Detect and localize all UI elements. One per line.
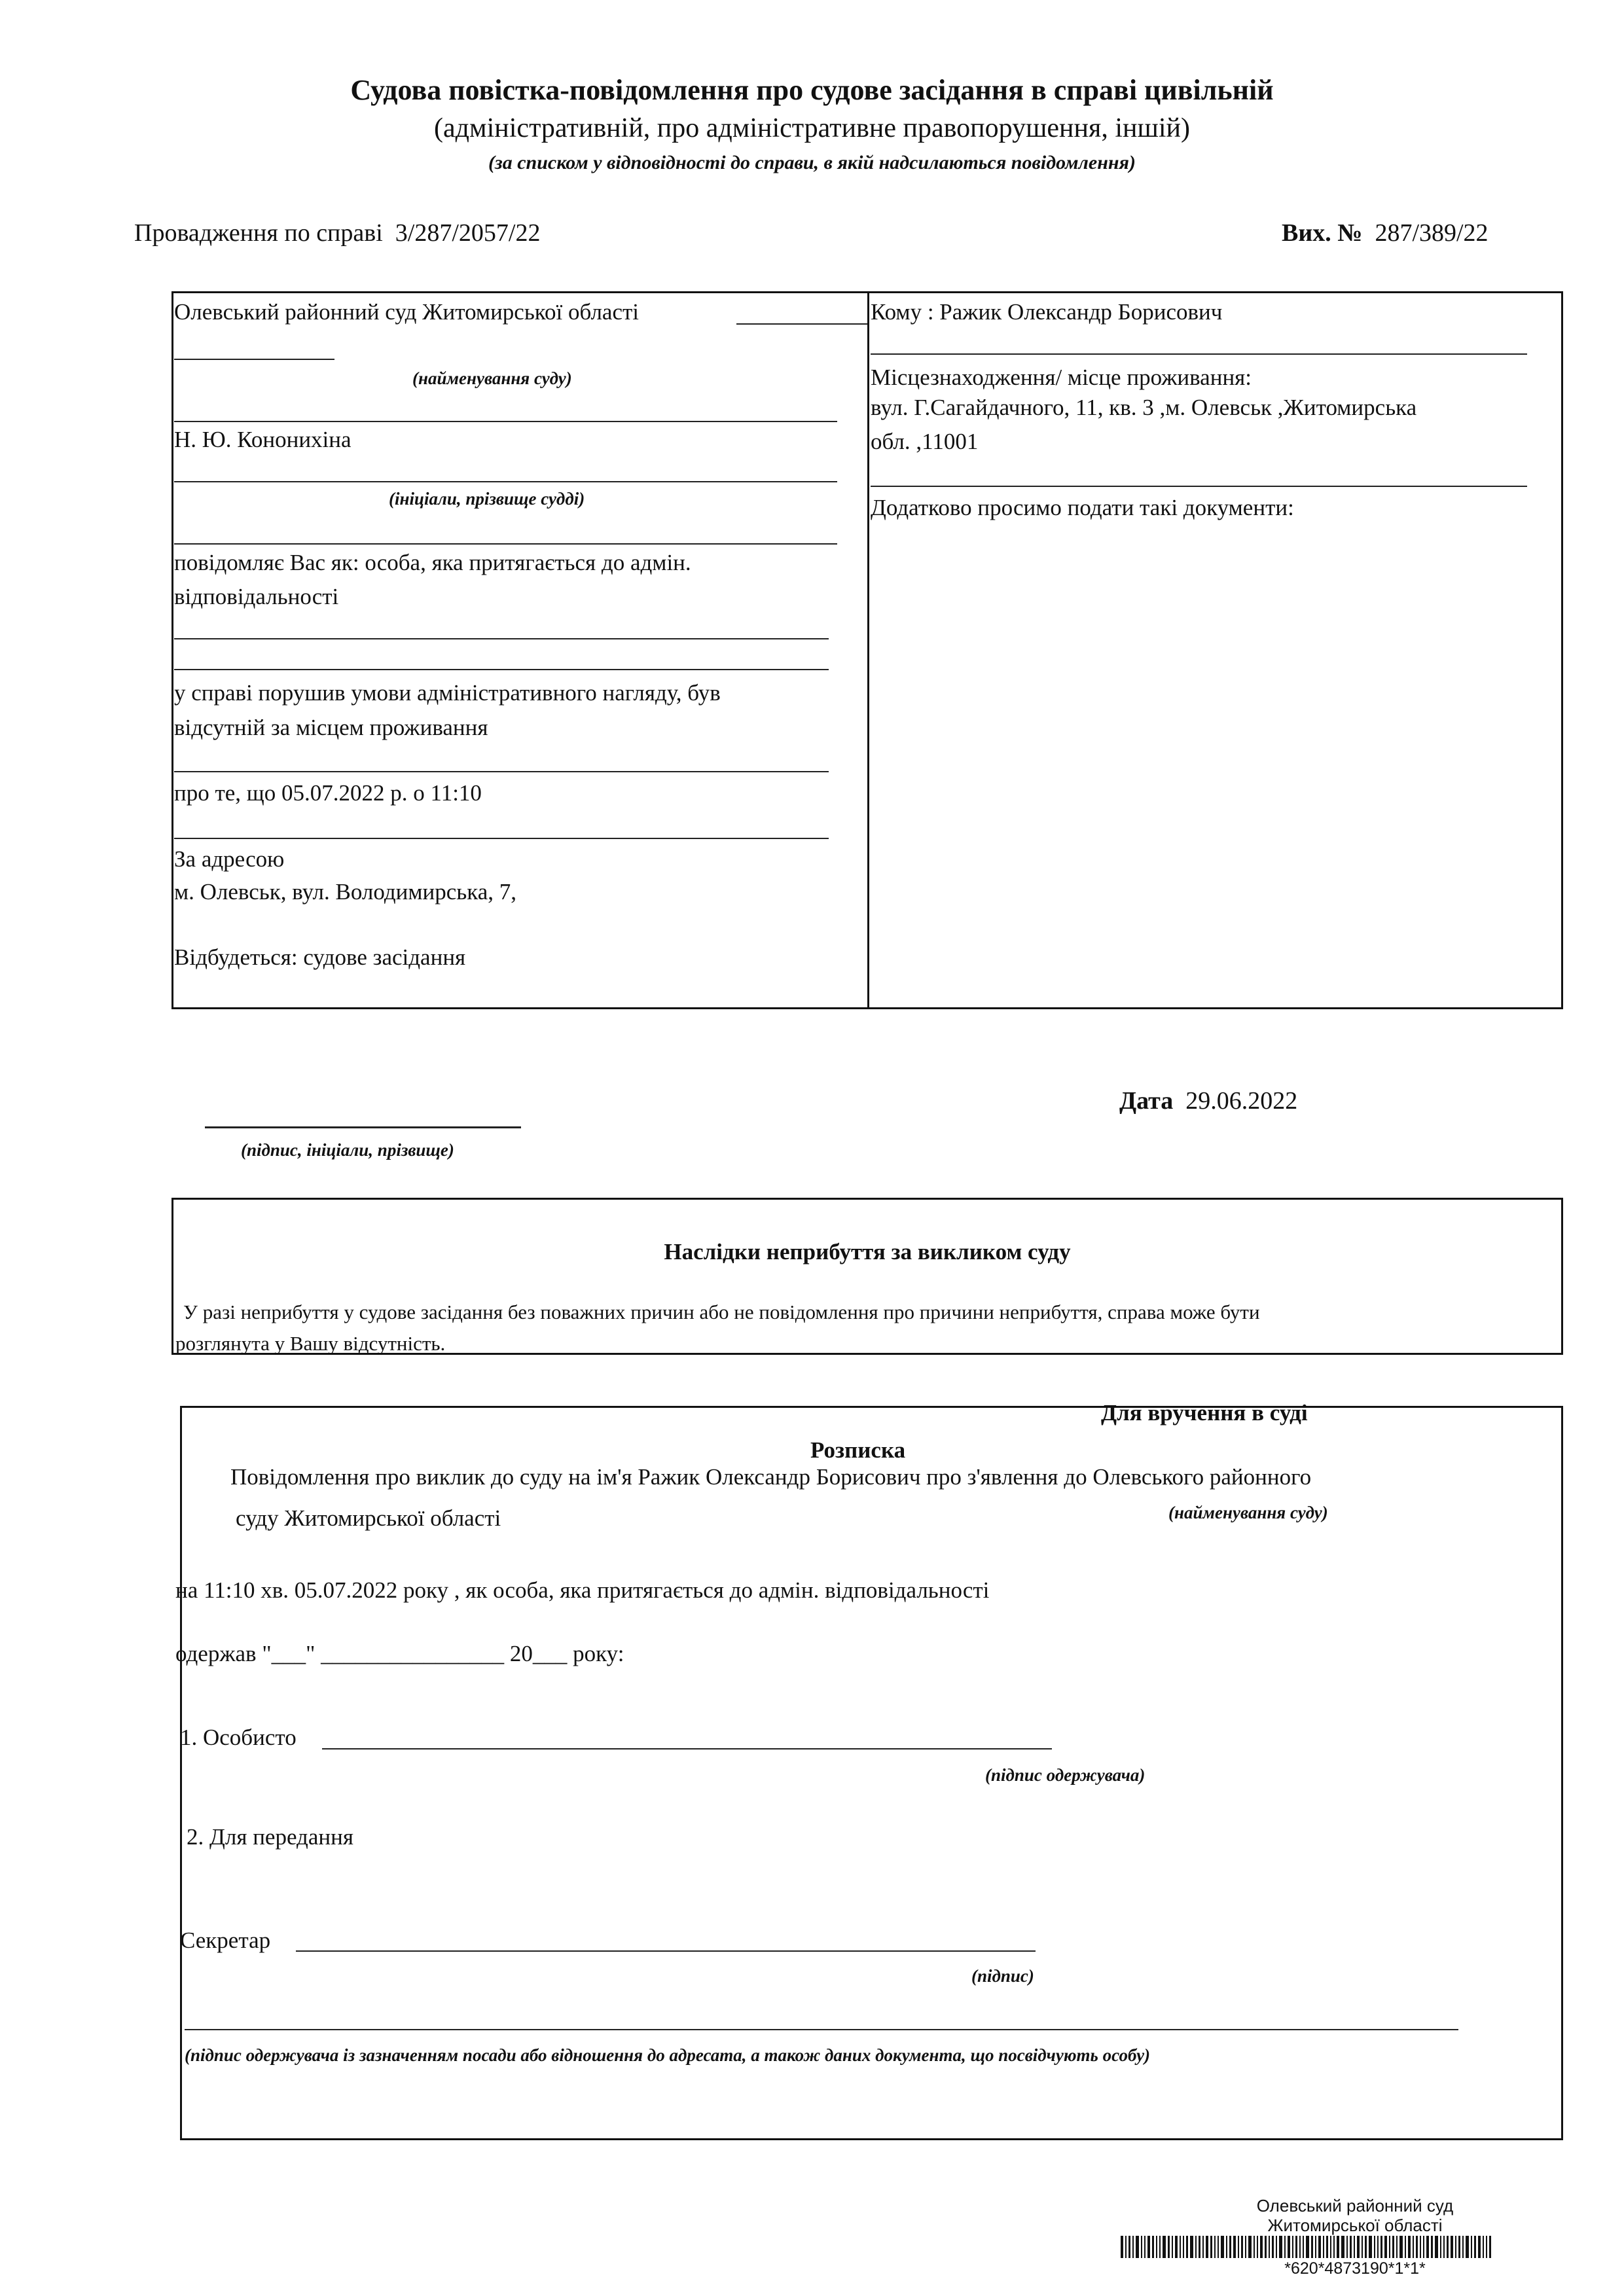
personal-label: 1. Особисто [180,1725,297,1750]
barcode-bar [1440,2236,1441,2258]
signature-caption: (підпис, ініціали, прізвище) [241,1140,454,1160]
barcode-bar [1474,2236,1476,2258]
divider-line [174,421,837,422]
barcode-bar [1147,2236,1150,2258]
barcode-bar [1168,2236,1170,2258]
barcode-bar [1420,2236,1421,2258]
barcode-bar [1389,2236,1390,2258]
barcode-bar [1152,2236,1154,2258]
barcode-bar [1333,2236,1335,2258]
receipt-bottom-line [185,2029,1458,2030]
for-court-label: Для вручення в суді [1101,1400,1308,1426]
barcode-bar [1489,2236,1491,2258]
barcode-bar [1210,2236,1212,2258]
barcode-bar [1172,2236,1173,2258]
consequences-box [171,1198,1563,1355]
barcode-bar [1458,2236,1460,2258]
signature-line [205,1126,521,1128]
hearing-datetime: про те, що 05.07.2022 р. о 11:10 [174,780,482,806]
barcode-bar [1183,2236,1184,2258]
receipt-title: Розписка [810,1437,906,1463]
barcode-bar [1447,2236,1449,2258]
barcode-bar [1159,2236,1161,2258]
barcode-bar [1260,2236,1263,2258]
barcode-bar [1346,2236,1348,2258]
case-number-line [134,219,540,247]
recipient-underline [871,353,1527,355]
barcode-bar [1206,2236,1208,2258]
barcode-bar [1483,2236,1484,2258]
barcode-bar [1257,2236,1258,2258]
barcode-bar [1462,2236,1464,2258]
barcode-bar [1413,2236,1414,2258]
address-label: За адресою [174,846,285,872]
case-description-line-2: відсутній за місцем проживання [174,715,488,740]
recipient-name: Кому : Ражик Олександр Борисович [871,299,1223,325]
divider-line [174,638,829,639]
case-number: 3/287/2057/22 [395,219,541,247]
barcode-bar [1354,2236,1355,2258]
location-line-2: обл. ,11001 [871,429,979,454]
barcode-bar [1357,2236,1360,2258]
barcode-bar [1186,2236,1188,2258]
case-description-line-1: у справі порушив умови адміністративного нагляду, був [174,680,721,706]
receipt-line-2: суду Житомирської області [236,1505,501,1531]
receipt-court-caption: (найменування суду) [1168,1503,1328,1522]
barcode-bar [1272,2236,1274,2258]
barcode-bar [1392,2236,1394,2258]
barcode-bar [1405,2236,1406,2258]
barcode-bar [1423,2236,1424,2258]
court-name-underline-2 [174,359,334,360]
barcode-bar [1202,2236,1204,2258]
location-underline [871,486,1527,487]
title-line-2: (адміністративній, про адміністративне правопорушення, іншій) [434,113,1190,143]
barcode-bar [1156,2236,1157,2258]
barcode-bar [1326,2236,1328,2258]
barcode-bar [1195,2236,1197,2258]
barcode-bar [1408,2236,1411,2258]
barcode-bar [1330,2236,1331,2258]
barcode-bar [1341,2236,1344,2258]
barcode-bar [1369,2236,1372,2258]
personal-caption: (підпис одержувача) [985,1765,1146,1785]
barcode-bar [1299,2236,1301,2258]
outgoing-number: 287/389/22 [1375,219,1489,247]
transfer-label: 2. Для передання [187,1824,353,1850]
barcode-bar [1362,2236,1363,2258]
barcode-bar [1303,2236,1304,2258]
barcode-bar [1416,2236,1418,2258]
consequences-text-line-2: розглянута у Вашу відсутність. [175,1332,446,1355]
barcode-bar [1374,2236,1375,2258]
column-divider [867,291,869,1009]
barcode-bar [1226,2236,1227,2258]
documents-label: Додатково просимо подати такі документи: [871,495,1294,520]
barcode-bar [1471,2236,1472,2258]
barcode-bar [1396,2236,1398,2258]
stamp-region: Житомирської області [1267,2215,1443,2235]
barcode-bar [1265,2236,1267,2258]
barcode-bar [1466,2236,1469,2258]
barcode-bar [1311,2236,1313,2258]
barcode-bar [1384,2236,1387,2258]
barcode-bar [1163,2236,1166,2258]
barcode-bar [1350,2236,1352,2258]
divider-line [174,543,837,545]
barcode-bar [1180,2236,1181,2258]
stamp-court-name: Олевський районний суд [1256,2196,1454,2215]
barcode [1121,2236,1579,2258]
barcode-bar [1377,2236,1379,2258]
barcode-bar [1380,2236,1382,2258]
barcode-bar [1121,2236,1123,2258]
barcode-bar [1175,2236,1178,2258]
event-type: Відбудеться: судове засідання [174,944,466,970]
barcode-bar [1132,2236,1134,2258]
barcode-code: *620*4873190*1*1* [1284,2259,1426,2278]
location-label: Місцезнаходження/ місце проживання: [871,365,1252,390]
barcode-bar [1144,2236,1146,2258]
case-label: Провадження по справі [134,219,383,247]
barcode-bar [1238,2236,1239,2258]
title-line-1: Судова повістка-повідомлення про судове засідання в справі цивільній [350,74,1274,106]
notify-line-1: повідомляє Вас як: особа, яка притягається до адмін. [174,550,691,575]
secretary-signature-line [296,1950,1036,1952]
barcode-bar [1443,2236,1445,2258]
barcode-bar [1295,2236,1297,2258]
barcode-bar [1478,2236,1481,2258]
barcode-bar [1284,2236,1286,2258]
barcode-bar [1233,2236,1236,2258]
barcode-bar [1214,2236,1216,2258]
barcode-bar [1337,2236,1339,2258]
barcode-bar [1399,2236,1403,2258]
barcode-bar [1241,2236,1243,2258]
barcode-bar [1451,2236,1453,2258]
judge-caption: (ініціали, прізвище судді) [389,489,585,509]
outgoing-number-line [1282,219,1489,247]
barcode-bar [1435,2236,1438,2258]
received-line: одержав "___" ________________ 20___ року: [175,1641,624,1666]
barcode-bar [1318,2236,1321,2258]
barcode-bar [1306,2236,1309,2258]
court-caption: (найменування суду) [412,368,572,388]
judge-name: Н. Ю. Кононихіна [174,427,352,452]
barcode-bar [1288,2236,1290,2258]
barcode-bar [1141,2236,1142,2258]
outgoing-label: Вих. № [1282,219,1363,247]
barcode-bar [1199,2236,1200,2258]
barcode-bar [1276,2236,1277,2258]
barcode-bar [1426,2236,1429,2258]
divider-line [174,838,829,839]
consequences-title: Наслідки неприбуття за викликом суду [664,1239,1071,1265]
secretary-label: Секретар [180,1928,271,1953]
barcode-bar [1365,2236,1367,2258]
barcode-bar [1218,2236,1219,2258]
barcode-bar [1292,2236,1293,2258]
date-label: Дата [1119,1087,1174,1115]
consequences-text-line-1: У разі неприбуття у судове засідання без поважних причин або не повідомлення про причини неприбуття, справа може бути [183,1300,1260,1323]
barcode-bar [1323,2236,1324,2258]
secretary-caption: (підпис) [971,1966,1034,1986]
court-name: Олевський районний суд Житомирської області [174,299,639,325]
date-value: 29.06.2022 [1185,1087,1298,1115]
location-line-1: вул. Г.Сагайдачного, 11, кв. 3 ,м. Олевськ ,Житомирська [871,395,1417,420]
barcode-bar [1125,2236,1127,2258]
court-name-underline [736,323,867,325]
barcode-bar [1486,2236,1487,2258]
notify-line-2: відповідальності [174,584,339,609]
barcode-bar [1254,2236,1255,2258]
barcode-bar [1229,2236,1231,2258]
barcode-bar [1221,2236,1224,2258]
receipt-line-1: Повідомлення про виклик до суду на ім'я Ражик Олександр Борисович про з'явлення до Олевського районного [230,1464,1312,1490]
barcode-bar [1269,2236,1270,2258]
receipt-time-line: на 11:10 хв. 05.07.2022 року , як особа, яка притягається до адмін. відповідальності [175,1577,990,1603]
receipt-bottom-caption: (підпис одержувача із зазначенням посади або відношення до адресата, а також даних документа, що посвідчують особу) [185,2045,1151,2065]
barcode-bar [1279,2236,1282,2258]
issue-date [1119,1086,1297,1115]
barcode-bar [1248,2236,1252,2258]
hearing-address: м. Олевськ, вул. Володимирська, 7, [174,879,517,905]
title-line-3: (за списком у відповідності до справи, в якій надсилаються повідомлення) [488,152,1136,173]
barcode-bar [1128,2236,1130,2258]
barcode-bar [1136,2236,1139,2258]
judge-underline [174,481,837,482]
barcode-bar [1455,2236,1456,2258]
divider-line [174,771,829,772]
barcode-bar [1245,2236,1246,2258]
personal-signature-line [322,1748,1052,1749]
divider-line [174,669,829,670]
barcode-bar [1431,2236,1433,2258]
barcode-bar [1315,2236,1316,2258]
barcode-bar [1190,2236,1193,2258]
